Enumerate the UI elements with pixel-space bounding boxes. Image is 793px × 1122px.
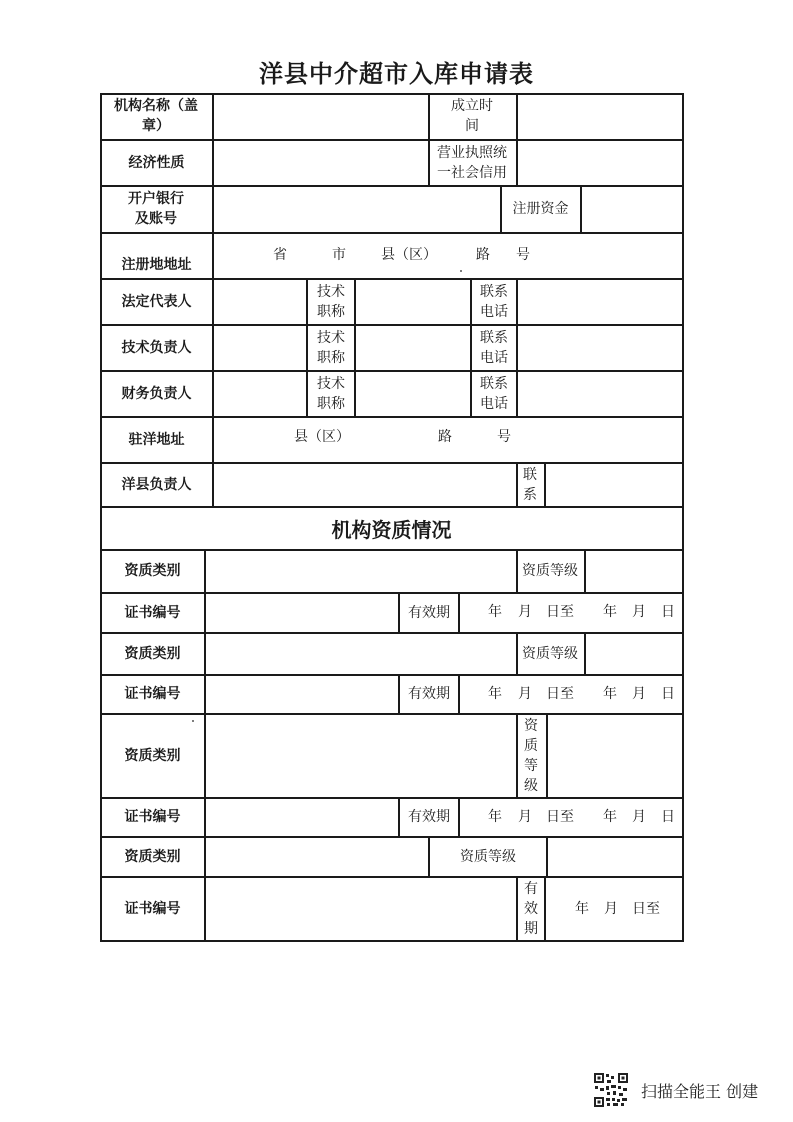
grid-line xyxy=(100,506,684,508)
license-field[interactable] xyxy=(518,141,681,184)
date-month: 月 xyxy=(518,604,532,620)
addr-county: 县（区） xyxy=(381,247,437,263)
form-title: 洋县中介超市入库申请表 xyxy=(259,59,534,88)
tech-head-field[interactable] xyxy=(214,326,305,369)
qual-level-1-field[interactable] xyxy=(586,551,681,591)
bank-account-field[interactable] xyxy=(214,187,499,231)
grid-line xyxy=(516,462,518,506)
label-qual-type: 资质类别 xyxy=(124,645,181,662)
scanner-watermark xyxy=(593,1071,763,1109)
addr-number: 号 xyxy=(516,247,530,263)
established-field[interactable] xyxy=(518,95,681,138)
label-license: 营业执照统一社会信用 xyxy=(437,144,507,181)
date-day-to: 日至 xyxy=(546,604,574,620)
label-qual-type: 资质类别 xyxy=(124,747,181,764)
grid-line xyxy=(428,93,430,185)
label-qual-level: 资质等级 xyxy=(460,848,516,865)
grid-line xyxy=(458,592,460,632)
grid-line xyxy=(682,93,684,940)
local-head-contact-field[interactable] xyxy=(546,464,681,505)
cert-no-4-field[interactable] xyxy=(206,878,515,939)
grid-line xyxy=(544,876,546,942)
addr-city: 市 xyxy=(332,247,346,263)
watermark-text: 扫描全能王 创建 xyxy=(641,1081,759,1101)
qual-type-4-field[interactable] xyxy=(206,838,427,875)
date-year: 年 xyxy=(603,809,617,825)
date-year: 年 xyxy=(603,686,617,702)
date-month: 月 xyxy=(632,686,646,702)
date-year: 年 xyxy=(488,604,502,620)
qual-level-2-field[interactable] xyxy=(586,634,681,673)
tech-head-title-field[interactable] xyxy=(356,326,469,369)
finance-head-field[interactable] xyxy=(214,372,305,415)
addr-road: 路 xyxy=(476,247,490,263)
date-day-to: 日至 xyxy=(632,901,660,917)
date-month: 月 xyxy=(604,901,618,917)
local-head-field[interactable] xyxy=(214,464,515,505)
label-local-address: 驻洋地址 xyxy=(128,431,185,448)
label-reg-address: 注册地地址 xyxy=(121,257,192,273)
label-econ-nature: 经济性质 xyxy=(128,154,185,171)
label-qual-type: 资质类别 xyxy=(124,848,181,865)
label-cert-no: 证书编号 xyxy=(124,686,181,702)
section-title: 机构资质情况 xyxy=(331,518,452,542)
label-validity: 有效期 xyxy=(408,686,450,702)
addr-province: 省 xyxy=(273,247,287,263)
scan-speck xyxy=(460,270,462,272)
org-name-field[interactable] xyxy=(214,95,427,138)
grid-line xyxy=(516,549,518,592)
qual-level-3-field[interactable] xyxy=(548,715,681,796)
label-validity: 有效期 xyxy=(524,881,538,937)
grid-line xyxy=(516,713,518,797)
local-addr-road: 路 xyxy=(438,429,452,445)
qual-type-2-field[interactable] xyxy=(206,634,515,673)
cert-no-1-field[interactable] xyxy=(206,594,397,631)
finance-head-title-field[interactable] xyxy=(356,372,469,415)
date-day: 日 xyxy=(661,809,675,825)
date-day-to: 日至 xyxy=(546,686,574,702)
qual-type-3-field[interactable] xyxy=(206,715,515,796)
label-cert-no: 证书编号 xyxy=(124,809,181,825)
cert-no-3-field[interactable] xyxy=(206,799,397,835)
label-validity: 有效期 xyxy=(408,809,450,825)
local-addr-number: 号 xyxy=(497,429,511,445)
finance-head-phone-field[interactable] xyxy=(518,372,681,415)
date-month: 月 xyxy=(518,809,532,825)
tech-head-phone-field[interactable] xyxy=(518,326,681,369)
label-validity: 有效期 xyxy=(408,604,450,621)
label-finance-head: 财务负责人 xyxy=(121,385,192,402)
label-bank: 开户银行及账号 xyxy=(128,191,184,227)
label-qual-type: 资质类别 xyxy=(124,563,181,579)
date-month: 月 xyxy=(632,809,646,825)
label-tech-title: 技术职称 xyxy=(317,329,345,366)
date-month: 月 xyxy=(518,686,532,702)
label-contact: 联系 xyxy=(523,466,537,503)
label-reg-capital: 注册资金 xyxy=(512,201,569,217)
label-qual-level: 资质等级 xyxy=(524,717,538,794)
date-year: 年 xyxy=(603,604,617,620)
local-addr-county: 县（区） xyxy=(294,429,350,445)
cert-no-2-field[interactable] xyxy=(206,676,397,712)
scan-speck xyxy=(192,720,194,722)
label-qual-level: 资质等级 xyxy=(522,645,578,662)
label-qual-level: 资质等级 xyxy=(522,563,578,579)
label-tech-title: 技术职称 xyxy=(317,375,345,412)
date-year: 年 xyxy=(488,809,502,825)
label-contact-phone: 联系电话 xyxy=(480,375,508,412)
label-contact-phone: 联系电话 xyxy=(480,329,508,366)
date-day-to: 日至 xyxy=(546,809,574,825)
date-day: 日 xyxy=(661,604,675,620)
label-tech-title: 技术职称 xyxy=(317,283,345,320)
date-year: 年 xyxy=(488,686,502,702)
grid-line xyxy=(516,876,518,942)
legal-rep-title-field[interactable] xyxy=(356,280,469,323)
label-cert-no: 证书编号 xyxy=(124,901,181,917)
label-cert-no: 证书编号 xyxy=(124,604,181,621)
legal-rep-phone-field[interactable] xyxy=(518,280,681,323)
label-established: 成立时间 xyxy=(451,98,493,134)
grid-line xyxy=(458,674,460,713)
label-tech-head: 技术负责人 xyxy=(121,339,192,356)
date-day: 日 xyxy=(661,686,675,702)
date-month: 月 xyxy=(632,604,646,620)
reg-capital-field[interactable] xyxy=(582,187,681,231)
legal-rep-field[interactable] xyxy=(214,280,305,323)
grid-line xyxy=(516,632,518,674)
label-org-name: 机构名称（盖章） xyxy=(114,98,198,134)
grid-line xyxy=(306,278,308,416)
qual-level-4-field[interactable] xyxy=(548,838,681,875)
label-local-head: 洋县负责人 xyxy=(121,476,192,493)
date-year: 年 xyxy=(575,901,589,917)
label-contact-phone: 联系电话 xyxy=(480,283,508,320)
grid-line xyxy=(458,797,460,836)
qr-code-icon xyxy=(593,1072,629,1108)
econ-nature-field[interactable] xyxy=(214,141,427,184)
qual-type-1-field[interactable] xyxy=(206,551,515,591)
grid-line xyxy=(470,278,472,416)
label-legal-rep: 法定代表人 xyxy=(121,293,192,310)
